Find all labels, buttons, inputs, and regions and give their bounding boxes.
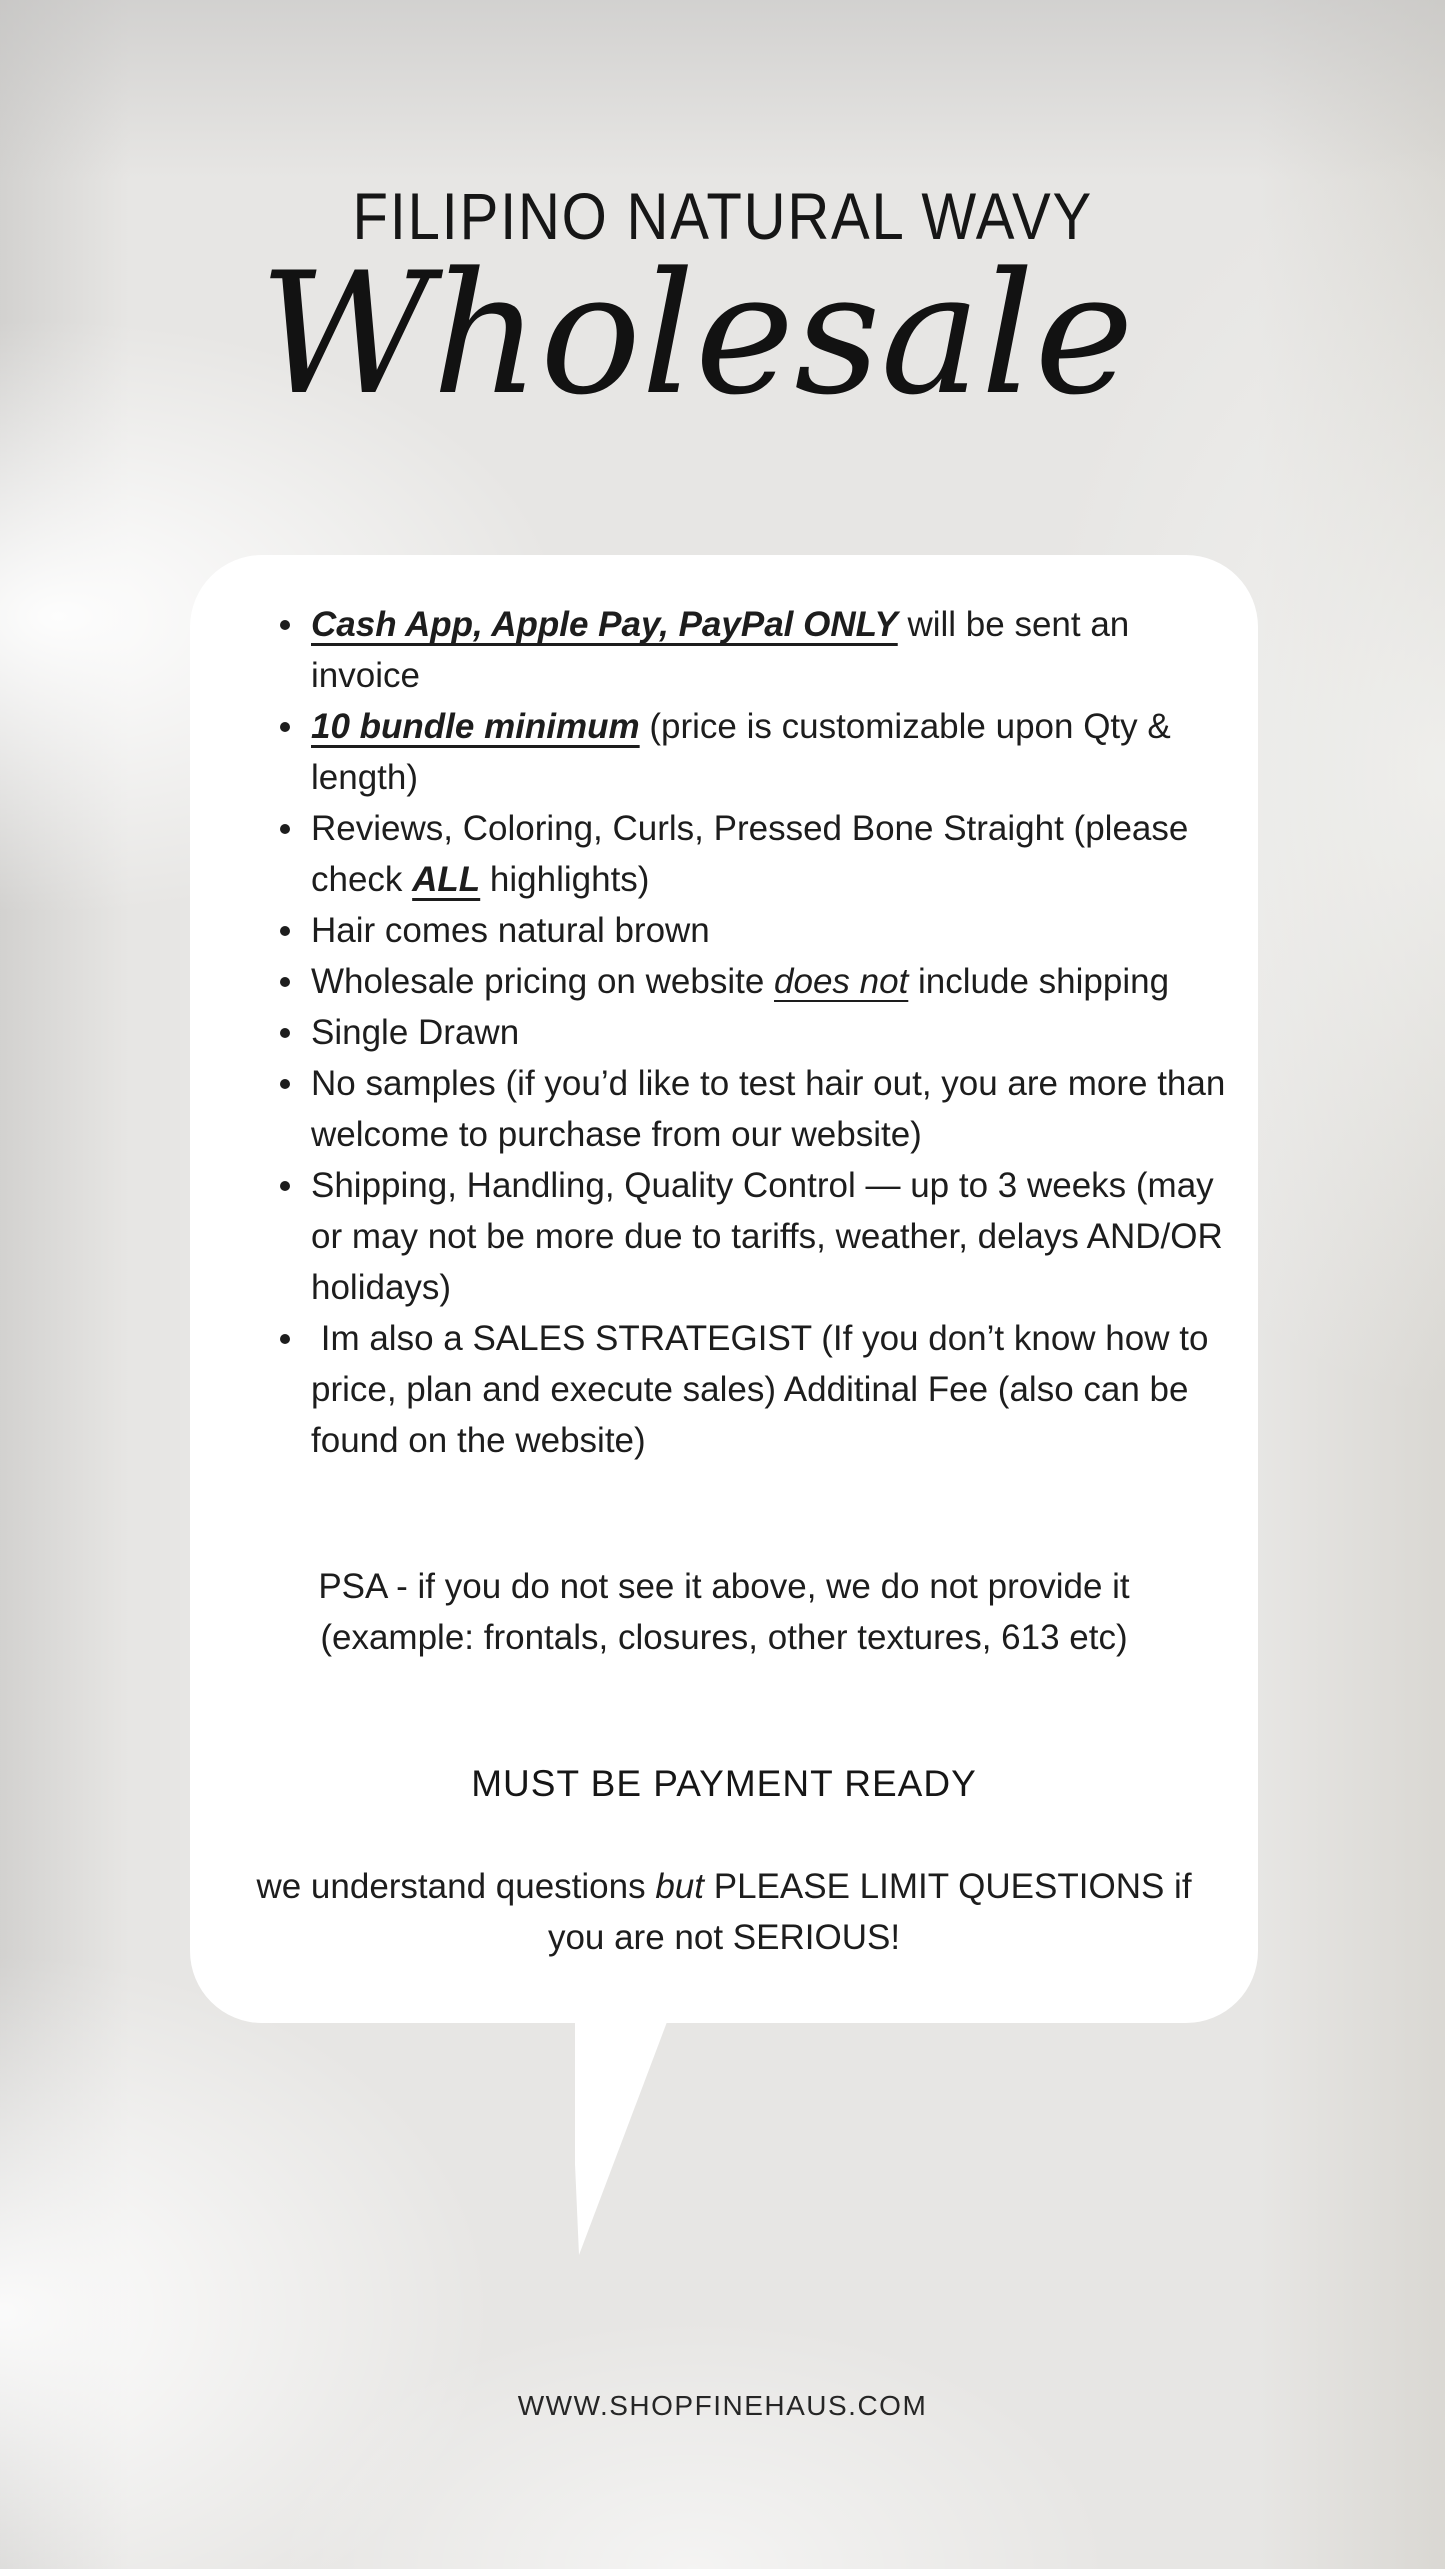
text-segment: we understand questions <box>256 1867 656 1906</box>
text-segment: (price is customizable upon Qty & length) <box>311 707 1181 797</box>
text-segment: Shipping, Handling, Quality Control — up to 3 weeks (may or may not be more due to tariffs, weather, delays AND/OR holidays) <box>311 1166 1233 1307</box>
text-segment: will be sent an invoice <box>311 605 1139 695</box>
text-segment: Hair comes natural brown <box>311 911 710 950</box>
text-segment: 10 bundle minimum <box>311 707 640 746</box>
website-url: WWW.SHOPFINEHAUS.COM <box>517 2390 928 2421</box>
bullet-item <box>278 1058 1238 1160</box>
page-title-text: FILIPINO NATURAL WAVY <box>352 179 1093 253</box>
text-segment: but <box>655 1867 704 1906</box>
text-segment: does not <box>774 962 909 1001</box>
bullet-item <box>278 701 1238 803</box>
bullet-item <box>278 956 1238 1007</box>
speech-bubble <box>190 555 1258 2023</box>
psa-note: PSA - if you do not see it above, we do not provide it (example: frontals, closures, other textures, 613 etc) <box>318 1567 1130 1657</box>
text-segment: Wholesale pricing on website <box>311 962 775 1001</box>
text-segment: Single Drawn <box>311 1013 520 1052</box>
script-heading-text: Wholesale <box>259 236 1134 432</box>
text-segment: Reviews, Coloring, Curls, Pressed Bone Straight (please check <box>311 809 1199 899</box>
bullet-item <box>278 1160 1238 1313</box>
bullet-item <box>278 803 1238 905</box>
text-segment: Cash App, Apple Pay, PayPal ONLY <box>311 605 898 644</box>
bullet-item <box>278 1007 1238 1058</box>
limit-questions-note <box>229 1861 1219 1963</box>
text-segment: ALL <box>412 860 481 899</box>
terms-list <box>278 599 1238 1466</box>
text-segment: PLEASE LIMIT QUESTIONS if you are not SERIOUS! <box>547 1867 1202 1957</box>
bullet-item <box>278 905 1238 956</box>
bullet-item <box>278 1313 1238 1466</box>
text-segment: highlights) <box>480 860 650 899</box>
text-segment: No samples (if you’d like to test hair out, you are more than welcome to purchase from our website) <box>311 1064 1236 1154</box>
bullet-item <box>278 599 1238 701</box>
script-heading <box>0 238 1445 431</box>
speech-bubble-tail <box>558 2014 678 2260</box>
text-segment: Im also a SALES STRATEGIST (If you don’t know how to price, plan and execute sales) Additinal Fee (also can be found on the website) <box>311 1319 1219 1460</box>
payment-ready-notice: MUST BE PAYMENT READY <box>471 1763 977 1804</box>
text-segment: include shipping <box>908 962 1170 1001</box>
